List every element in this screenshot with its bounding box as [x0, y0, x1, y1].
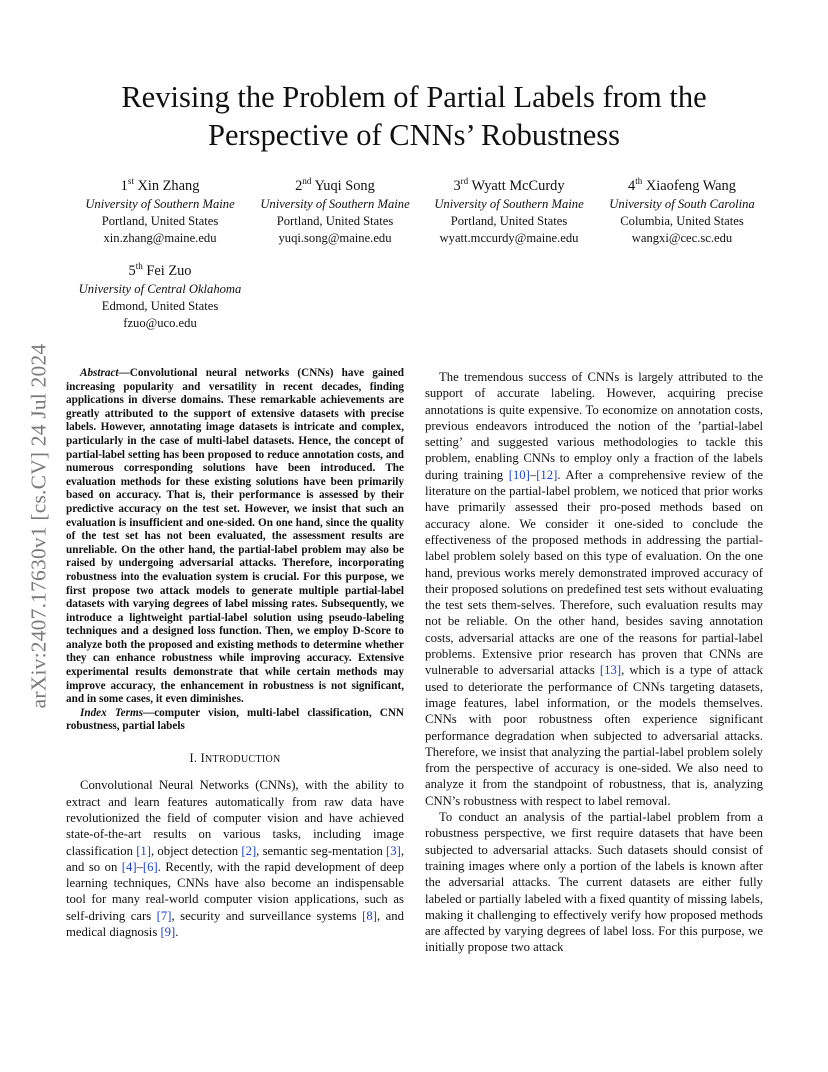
right-column: [425, 369, 763, 956]
title-line-2: Perspective of CNNs’ Robustness: [208, 118, 620, 152]
author-affiliation: University of South Carolina: [609, 196, 755, 211]
author-name: 5th Fei Zuo: [128, 261, 192, 279]
author-block-1: [74, 172, 246, 247]
author-location: Portland, United States: [450, 213, 568, 228]
arxiv-identifier: arXiv:2407.17630v1 [cs.CV] 24 Jul 2024: [26, 343, 51, 709]
paper-title: [60, 78, 768, 154]
author-email[interactable]: xin.zhang@maine.edu: [103, 230, 217, 245]
citation-link[interactable]: [9]: [160, 925, 176, 939]
citation-link[interactable]: [7]: [156, 908, 172, 923]
author-location: Portland, United States: [101, 213, 219, 228]
author-name: 3rd Wyatt McCurdy: [453, 176, 565, 194]
author-block-2: [249, 172, 421, 247]
abstract-label: Abstract—: [80, 367, 130, 379]
author-email[interactable]: wyatt.mccurdy@maine.edu: [439, 230, 579, 245]
left-column: [66, 367, 404, 940]
author-affiliation: University of Central Oklahoma: [78, 281, 242, 296]
arxiv-sidebar: [22, 292, 56, 760]
author-affiliation: University of Southern Maine: [85, 196, 235, 211]
index-terms-text: —computer vision, multi-label classification, CNN robustness, partial labels: [66, 706, 404, 733]
author-email[interactable]: yuqi.song@maine.edu: [278, 230, 392, 245]
citation-link[interactable]: [10]: [508, 467, 530, 482]
right-paragraph-1: The tremendous success of CNNs is largely attributed to the support of accurate labeling. However, acquiring precise annotations is quite expensive. To economize on annotation costs, previous endeavors introduced the notion of the ’partial-label setting’ and suggested various methodologies to tackle this problem, enabling CNNs to employ only a fraction of the labels during training [10]–[12]. After a comprehensive review of the literature on the partial-label problem, we noticed that prior works have primarily assessed their pro-posed methods based on accuracy alone. We consider it one-sided to conclude the effectiveness of the proposed methods in addressing the partial-label problem solely based on this type of evaluation. On the one hand, previous works merely demonstrated improved accuracy of their proposed solutions on predefined test sets without evaluating the test sets them-selves. Therefore, such evaluation results may not be reliable. On the other hand, besides saving annotation costs, adversarial attacks are one of the reasons for partial-label problems. Extensive prior research has proven that CNNs are vulnerable to adversarial attacks [13], which is a type of attack used to deteriorate the performance of CNNs targeting datasets, image features, label information, or the models themselves. CNNs with poor robustness often experience significant performance degradation when subjected to adversarial attacks. Therefore, we insist that analyzing the partial-label problem solely from the perspective of accuracy is one-sided. We also need to analyze it from the standpoint of robustness, that is, analyzing CNN’s robustness with respect to label removal.: [425, 370, 763, 808]
author-location: Columbia, United States: [620, 213, 744, 228]
author-block-5: [74, 257, 246, 332]
section-heading-introduction: I. INTRODUCTION: [189, 751, 281, 766]
abstract-text: Convolutional neural networks (CNNs) have gained increasing popularity and versatility in recent decades, finding applications in diverse domains. These remarkable achievements are greatly attributed to the support of extensive datasets with precise labels. However, annotating image datasets is intricate and complex, particularly in the case of multi-label datasets. Hence, the concept of partial-label setting has been proposed to reduce annotation costs, and numerous corresponding solutions have been introduced. The evaluation methods for these existing solutions have been primarily based on accuracy. That is, their performance is assessed by their predictive accuracy on the test set. However, we insist that such an evaluation is insufficient and one-sided. On one hand, since the quality of the test set has not been evaluated, the assessment results are unreliable. On the other hand, the partial-label problem may also be raised by undergoing adversarial attacks. Therefore, incorporating robustness into the evaluation system is crucial. For this purpose, we first propose two attack models to generate multiple partial-label datasets with varying degrees of label missing rates. Subsequently, we introduce a lightweight partial-label solution using pseudo-labeling techniques and a designed loss function. Then, we employ D-Score to analyze both the proposed and existing methods to determine whether they can enhance robustness while improving accuracy. Extensive experimental results demonstrate that while certain methods may improve accuracy, the enhancement in robustness is not significant, and in some cases, it even diminishes.: [66, 367, 404, 706]
index-terms: [66, 707, 404, 734]
citation-link[interactable]: [13]: [599, 663, 622, 678]
citation-link[interactable]: [1]: [136, 843, 151, 858]
citation-link[interactable]: [12]: [536, 467, 558, 482]
right-paragraph-2: To conduct an analysis of the partial-label problem from a robustness perspective, we first require datasets that have been subjected to adversarial attacks. Such datasets should consist of training images where only a portion of the labels is known after the adversarial attacks. The current datasets are either fully labeled or partially labeled with a fixed quantity of missing labels, making it challenging to effectively verify how proposed methods are affected by varying degrees of label loss. For this purpose, we initially propose two attack: [425, 810, 763, 955]
intro-paragraph-1: Convolutional Neural Networks (CNNs), with the ability to extract and learn features automatically from raw data have revolutionized the field of computer vision and have achieved state-of-the-art results on various tasks, including image classification [1], object detection [2], semantic seg-mentation [3], and so on [4]–[6]. Recently, with the rapid development of deep learning techniques, CNNs have also become an indispensable tool for many real-world computer vision applications, such as self-driving cars [7], security and surveillance systems [8], and medical diagnosis [9].: [66, 778, 404, 939]
author-affiliation: University of Southern Maine: [434, 196, 584, 211]
citation-link[interactable]: [4]: [121, 859, 137, 874]
citation-link[interactable]: [2]: [241, 843, 257, 858]
author-name: 4th Xiaofeng Wang: [628, 176, 736, 194]
author-name: 2nd Yuqi Song: [295, 176, 375, 194]
abstract: [66, 367, 404, 707]
index-terms-label: Index Terms: [80, 706, 144, 719]
author-email[interactable]: fzuo@uco.edu: [123, 315, 197, 330]
author-email[interactable]: wangxi@cec.sc.edu: [631, 230, 733, 245]
author-location: Portland, United States: [276, 213, 394, 228]
author-location: Edmond, United States: [101, 298, 219, 313]
citation-link[interactable]: [6]: [142, 859, 158, 874]
author-block-4: [596, 172, 768, 247]
author-block-3: [423, 172, 595, 247]
title-line-1: Revising the Problem of Partial Labels from the: [121, 80, 707, 114]
citation-link[interactable]: [3]: [386, 843, 401, 858]
author-affiliation: University of Southern Maine: [260, 196, 410, 211]
citation-link[interactable]: [8]: [362, 908, 377, 923]
author-name: 1st Xin Zhang: [120, 176, 200, 194]
